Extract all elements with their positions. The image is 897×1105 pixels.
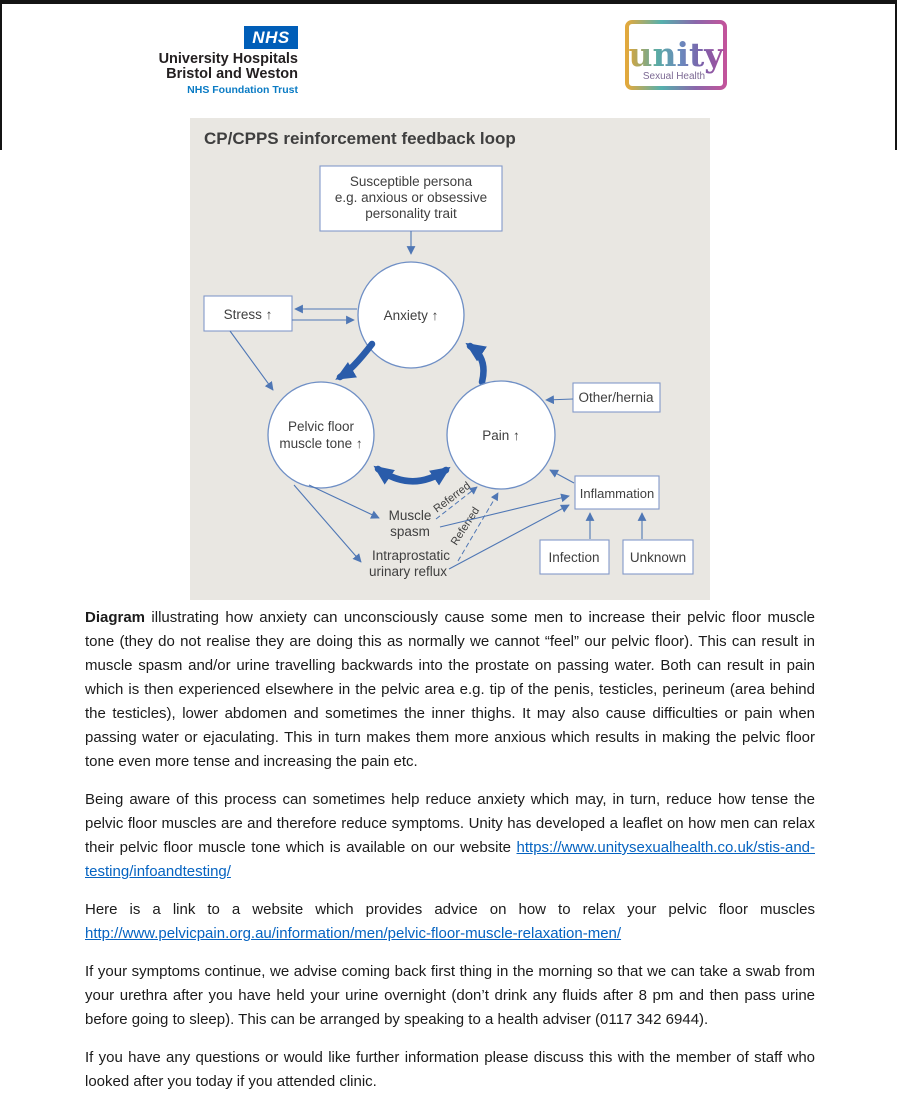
unity-website-link[interactable]: https://www.unitysexualhealth.co.uk/stis-and-testing/infoandtesting/	[85, 839, 815, 880]
paragraph-questions: If you have any questions or would like further information please discuss this with the member of staff who looked after you today if you attended clinic.	[85, 1049, 815, 1090]
thick-arrow-anxiety-to-pelvic	[340, 344, 372, 377]
susceptible-persona-label-line3: personality trait	[365, 206, 457, 221]
arrow-spasm-to-inflammation	[440, 496, 569, 527]
other-hernia-label: Other/hernia	[578, 390, 654, 405]
scan-edge-left	[0, 0, 2, 150]
unknown-label: Unknown	[629, 550, 687, 565]
arrow-inflammation-to-pain	[550, 470, 574, 483]
muscle-spasm-label-line2: spasm	[390, 524, 430, 539]
arrow-other-to-pain	[546, 399, 573, 400]
diagram-word-bold: Diagram	[85, 609, 146, 626]
unity-subtitle: Sexual Health	[642, 71, 706, 82]
arrow-pelvic-to-spasm	[309, 485, 379, 518]
arrow-stress-to-pelvic	[230, 331, 273, 390]
nhs-logo-icon: NHS	[244, 26, 298, 49]
paragraph-awareness: Being aware of this process can sometimes help reduce anxiety which may, in turn, reduce how tense the pelvic floor muscles are and therefore reduce symptoms. Unity has developed a leaflet on how men can relax their pelvic floor muscle tone which is available on our website https://www.unitysexualhealth.co.uk/stis-and-testing/infoandtesting/	[85, 791, 815, 880]
diagram-title: CP/CPPS reinforcement feedback loop	[204, 129, 516, 148]
thick-arrow-pain-to-anxiety	[470, 346, 484, 382]
paragraph-diagram-explanation: Diagram illustrating how anxiety can unconsciously cause some men to increase their pelvic floor muscle tone (they do not realise they are doing this as normally we cannot “feel” our pelvic floor). This can result in muscle spasm and/or urine travelling backwards into the prostate on passing water. Both can result in pain which is then experienced elsewhere in the pelvic area e.g. tip of the penis, testicles, perineum (area behind the testicles), lower abdomen and sometimes the inner thighs. It may also cause difficulties or pain when passing water or ejaculating. This in turn makes them more anxious which results in making the pelvic floor tone even more tense and increasing the pain etc.	[85, 609, 815, 770]
pelvic-floor-node	[268, 382, 374, 488]
susceptible-persona-label-line1: Susceptible persona	[349, 174, 473, 189]
paragraph-relaxation-link: Here is a link to a website which provides advice on how to relax your pelvic floor muscles http://www.pelvicpain.org.au/information/men/pelvic-floor-muscle-relaxation-men/	[85, 901, 815, 942]
body-text	[85, 606, 815, 1105]
paragraph-symptoms-continue: If your symptoms continue, we advise coming back first thing in the morning so that we can take a swab from your urethra after you have held your urine overnight (don’t drink any fluids after 8 pm and then pass urine before going to sleep). This can be arranged by speaking to a health adviser (0117 342 6944).	[85, 963, 815, 1028]
nhs-trust-line: NHS Foundation Trust	[187, 84, 298, 96]
susceptible-persona-label-line2: e.g. anxious or obsessive	[334, 190, 488, 205]
scan-edge-top	[0, 0, 897, 4]
unity-logo	[624, 19, 728, 93]
infection-label: Infection	[548, 550, 600, 565]
nhs-org-name-line1: University Hospitals	[158, 51, 298, 67]
referred-label-1: Referred	[431, 479, 473, 516]
unity-wordmark: unity	[628, 35, 724, 74]
pelvicpain-website-link[interactable]: http://www.pelvicpain.org.au/information/men/pelvic-floor-muscle-relaxation-men/	[85, 925, 622, 942]
pelvic-floor-label-line2: muscle tone ↑	[279, 436, 363, 451]
nhs-org-name-line2: Bristol and Weston	[166, 65, 298, 82]
referred-label-2: Referred	[448, 505, 483, 548]
thick-arrow-pelvic-pain-bidirectional	[378, 469, 446, 481]
arrow-pelvic-to-reflux	[294, 485, 361, 562]
reflux-label-line1: Intraprostatic	[371, 548, 451, 563]
cp-cpps-diagram	[190, 118, 710, 600]
nhs-logo	[140, 26, 298, 96]
pelvic-floor-label-line1: Pelvic floor	[287, 419, 355, 434]
anxiety-label: Anxiety ↑	[383, 308, 439, 323]
muscle-spasm-label-line1: Muscle	[388, 508, 432, 523]
inflammation-label: Inflammation	[579, 486, 655, 501]
pain-label: Pain ↑	[482, 428, 520, 443]
stress-label: Stress ↑	[223, 307, 273, 322]
reflux-label-line2: urinary reflux	[368, 564, 448, 579]
